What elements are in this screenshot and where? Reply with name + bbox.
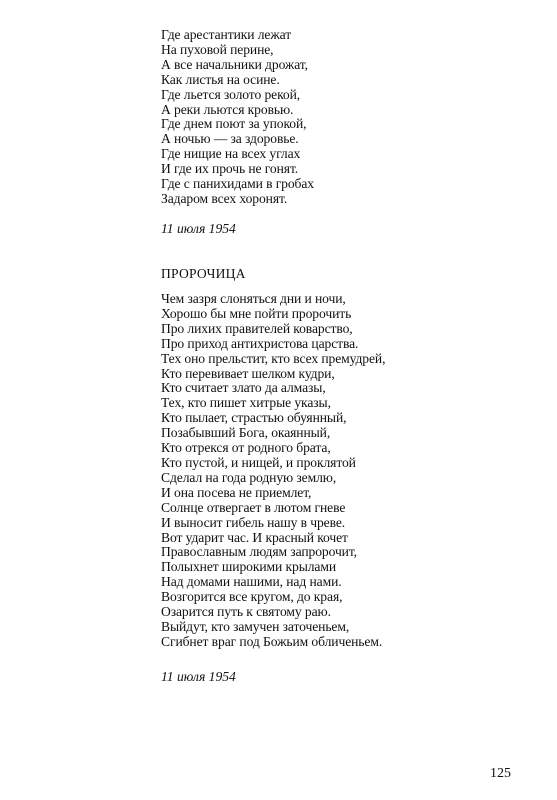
poem-line: Сгибнет враг под Божьим обличеньем. bbox=[161, 633, 383, 649]
poem-line: И выносит гибель нашу в чреве. bbox=[161, 514, 346, 530]
page-number: 125 bbox=[490, 766, 511, 781]
poem-line: Вот ударит час. И красный кочет bbox=[161, 529, 348, 545]
poem-line: А все начальники дрожат, bbox=[161, 56, 308, 72]
poem-line: Про лихих правителей коварство, bbox=[161, 320, 353, 336]
poem-line: Где льется золото рекой, bbox=[161, 86, 301, 102]
poem-line: Тех, кто пишет хитрые указы, bbox=[161, 395, 331, 411]
poem-line: Полыхнет широкими крылами bbox=[161, 559, 337, 575]
poem-line: Кто пустой, и нищей, и проклятой bbox=[161, 454, 356, 470]
poem-2-date: 11 июля 1954 bbox=[161, 669, 236, 684]
poem-2-stanza bbox=[161, 292, 521, 650]
poem-line: Озарится путь к святому раю. bbox=[161, 604, 331, 620]
poem-line: Как листья на осине. bbox=[161, 71, 280, 87]
poem-line: Сделал на года родную землю, bbox=[161, 469, 337, 485]
poem-line: И она посева не приемлет, bbox=[161, 484, 312, 500]
poem-2-title: ПРОРОЧИЦА bbox=[161, 266, 246, 281]
poem-line: Хорошо бы мне пойти пророчить bbox=[161, 305, 352, 321]
poem-line: Где арестантики лежат bbox=[161, 27, 292, 42]
poem-line: Кто отрекся от родного брата, bbox=[161, 440, 331, 456]
poem-line: Кто пылает, страстью обуянный, bbox=[161, 410, 347, 426]
poem-line: Кто считает злато да алмазы, bbox=[161, 380, 326, 396]
poem-line: А реки льются кровью. bbox=[161, 101, 294, 117]
poem-line: И где их прочь не гонят. bbox=[161, 161, 299, 177]
poem-line: Задаром всех хоронят. bbox=[161, 190, 288, 206]
poem-1-stanza bbox=[161, 28, 521, 207]
poem-line: Православным людям запророчит, bbox=[161, 544, 357, 560]
poem-line: Где с панихидами в гробах bbox=[161, 176, 315, 192]
poem-line: Тех оно прельстит, кто всех премудрей, bbox=[161, 350, 386, 366]
poem-line: Где днем поют за упокой, bbox=[161, 116, 307, 132]
poem-line: Возгорится все кругом, до края, bbox=[161, 589, 343, 605]
poem-line: А ночью — за здоровье. bbox=[161, 131, 299, 147]
poem-line: На пуховой перине, bbox=[161, 41, 274, 57]
poem-line: Над домами нашими, над нами. bbox=[161, 574, 342, 590]
poem-line: Чем зазря слоняться дни и ночи, bbox=[161, 291, 346, 306]
poem-line: Выйдут, кто замучен заточеньем, bbox=[161, 618, 350, 634]
poem-line: Солнце отвергает в лютом гневе bbox=[161, 499, 346, 515]
poem-line: Кто перевивает шелком кудри, bbox=[161, 365, 335, 381]
poem-line: Где нищие на всех углах bbox=[161, 146, 301, 162]
poem-line: Позабывший Бога, окаянный, bbox=[161, 425, 331, 441]
poem-1-date: 11 июля 1954 bbox=[161, 221, 236, 236]
poem-line: Про приход антихристова царства. bbox=[161, 335, 359, 351]
